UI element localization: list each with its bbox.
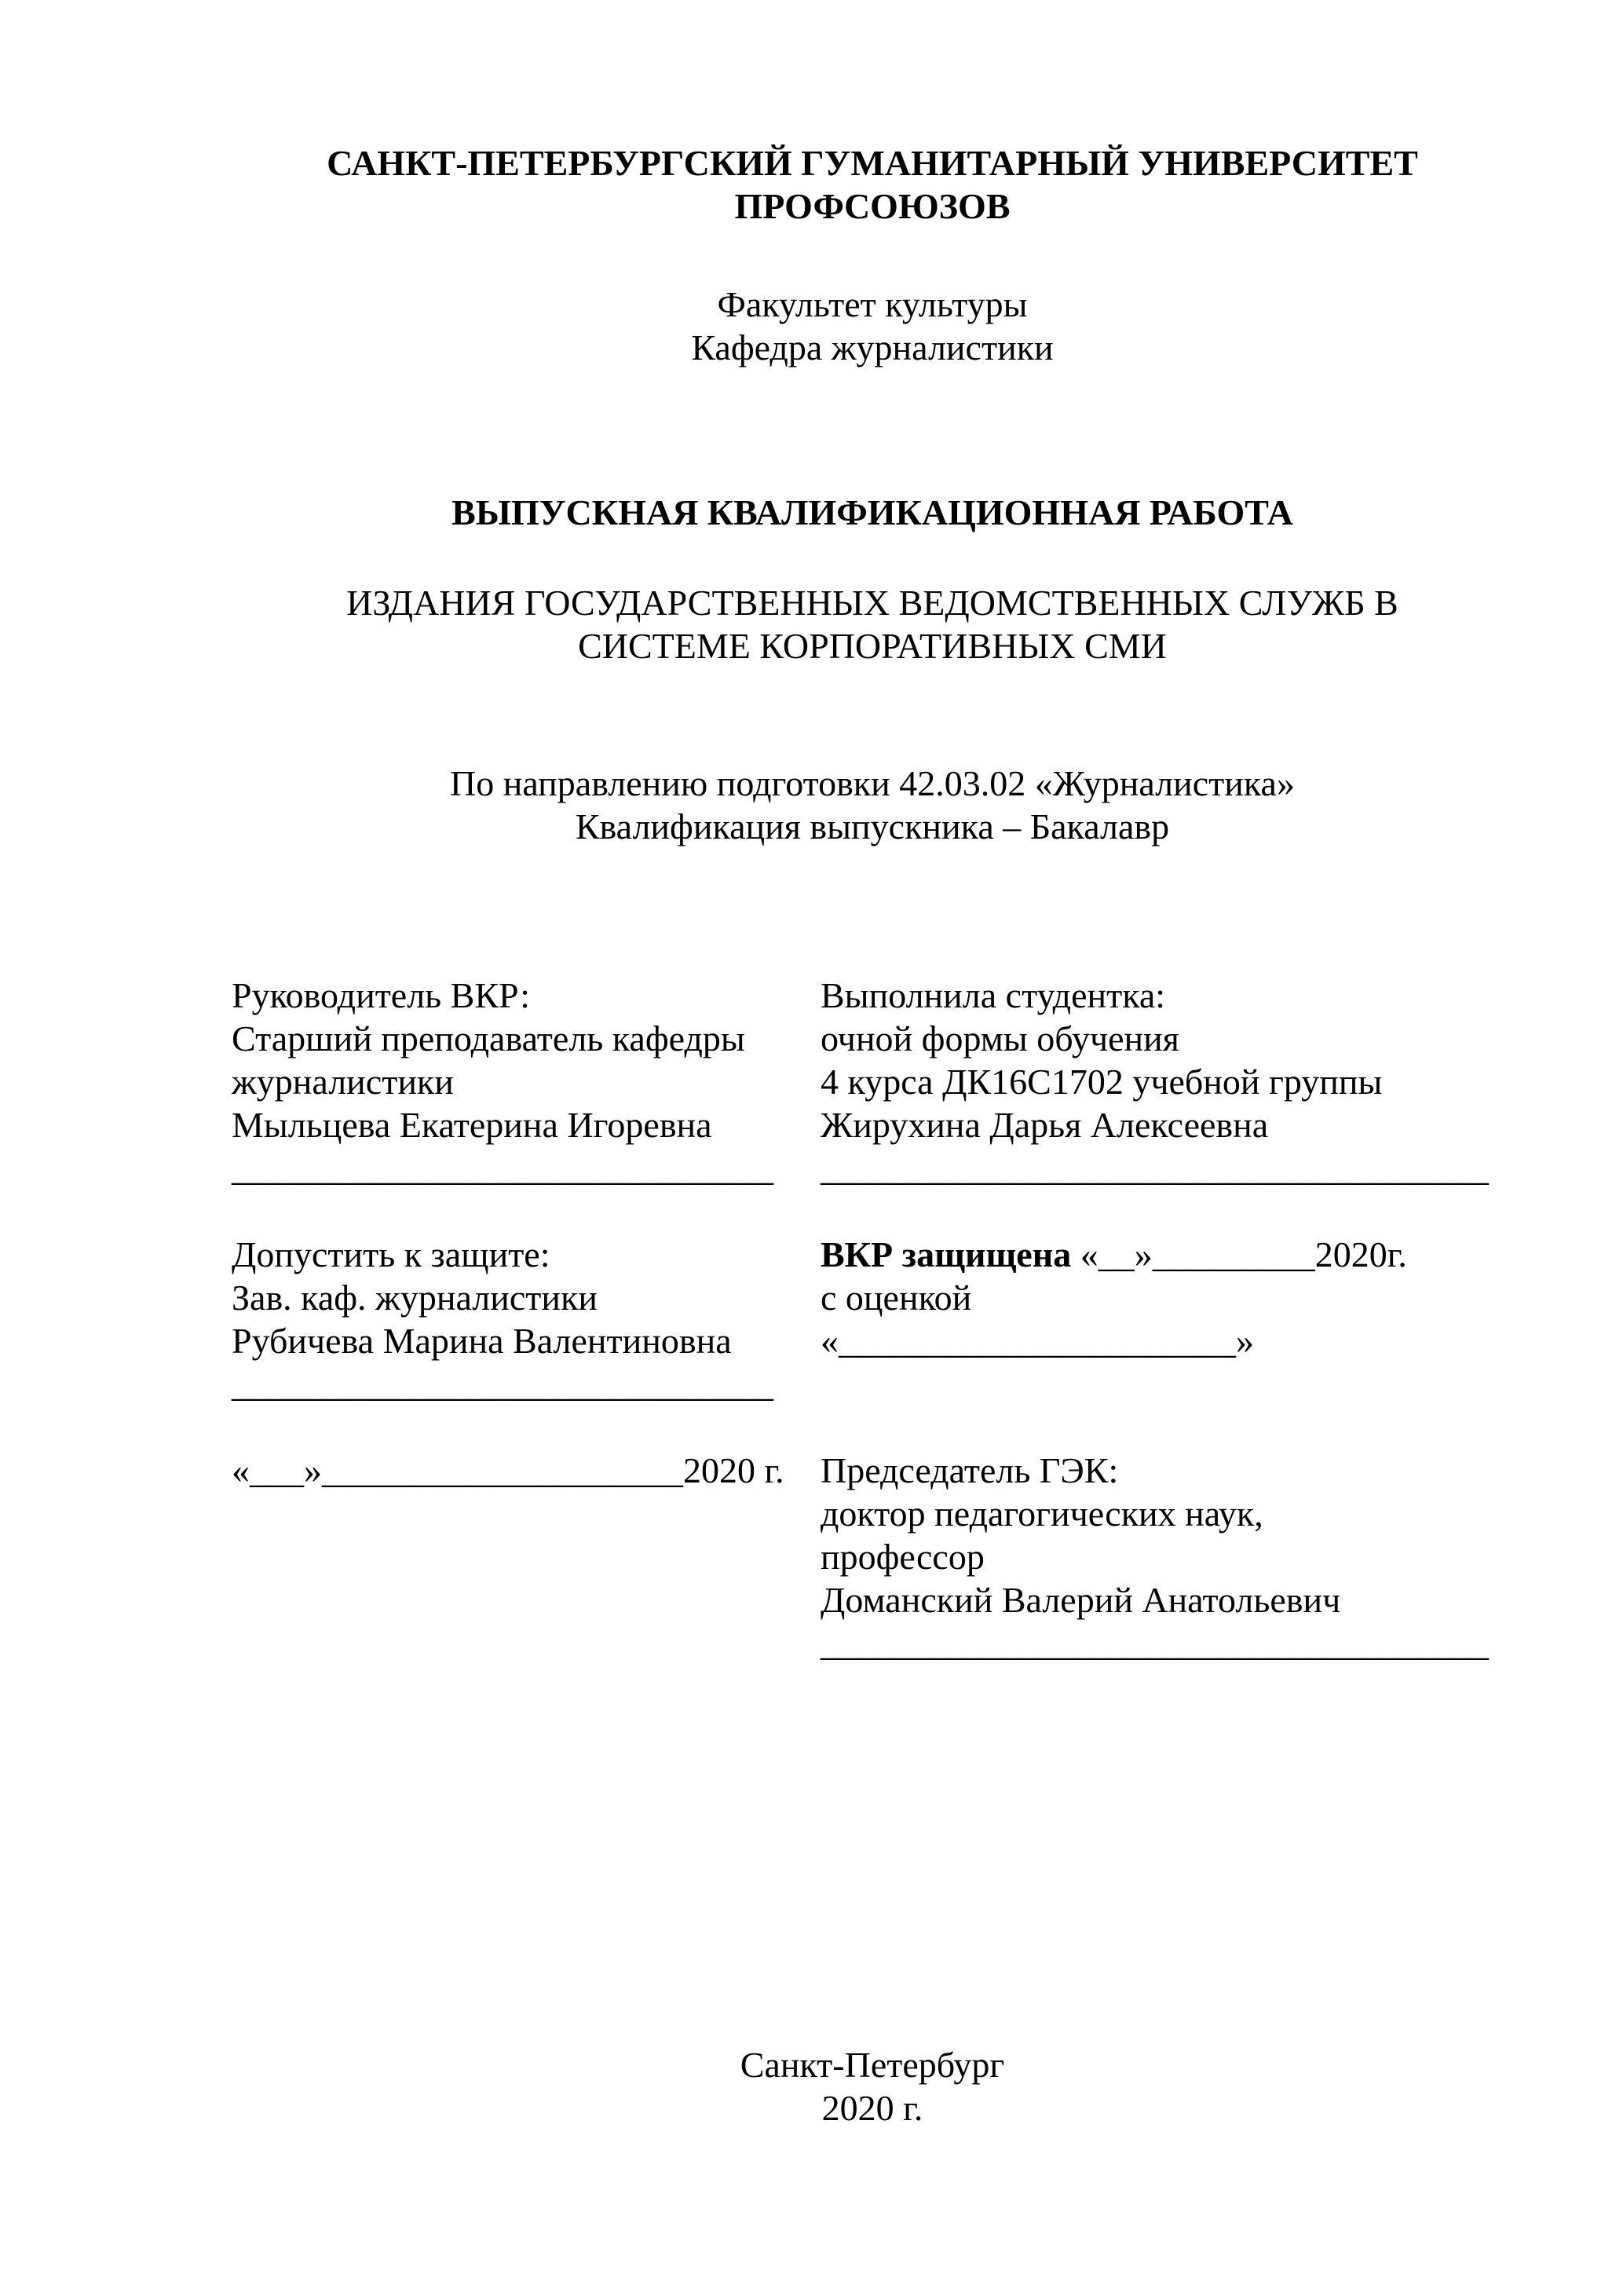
defense-status-bold: ВКР защищена [821, 1234, 1072, 1274]
qualification-line: Квалификация выпускника – Бакалавр [575, 806, 1170, 846]
student-info-line1: очной формы обучения [821, 1018, 1179, 1058]
chairman-name: Доманский Валерий Анатольевич [821, 1580, 1341, 1620]
work-type-heading: ВЫПУСКНАЯ КВАЛИФИКАЦИОННАЯ РАБОТА [451, 492, 1293, 532]
admission-heading: Допустить к защите: [232, 1234, 550, 1274]
faculty-block [232, 283, 1513, 369]
thesis-title-line2: СИСТЕМЕ КОРПОРАТИВНЫХ СМИ [578, 626, 1167, 666]
thesis-title-line1: ИЗДАНИЯ ГОСУДАРСТВЕННЫХ ВЕДОМСТВЕННЫХ СЛУЖБ В [346, 583, 1398, 623]
supervisor-block [232, 974, 821, 1190]
student-info-line2: 4 курса ДК16С1702 учебной группы [821, 1062, 1383, 1102]
supervisor-position-line1: Старший преподаватель кафедры [232, 1018, 745, 1058]
left-column [232, 974, 821, 1492]
student-name: Жирухина Дарья Алексеевна [821, 1105, 1269, 1145]
supervisor-position-line2: журналистики [232, 1062, 454, 1102]
chairman-heading: Председатель ГЭК: [821, 1450, 1119, 1490]
admission-signature-line: ______________________________ [232, 1364, 773, 1404]
department-name: Кафедра журналистики [691, 327, 1054, 367]
direction-line: По направлению подготовки 42.03.02 «Журналистика» [450, 763, 1295, 803]
chairman-position-line1: доктор педагогических наук, [821, 1493, 1263, 1534]
faculty-name: Факультет культуры [717, 284, 1028, 324]
chairman-block [821, 1449, 1513, 1665]
right-column [821, 974, 1513, 1665]
university-name-line2: ПРОФСОЮЗОВ [734, 186, 1011, 226]
supervisor-signature-line: ______________________________ [232, 1148, 773, 1188]
footer-block [232, 2043, 1513, 2130]
university-name-line1: САНКТ-ПЕТЕРБУРГСКИЙ ГУМАНИТАРНЫЙ УНИВЕРСИТЕТ [327, 143, 1418, 183]
defense-status-line [821, 1233, 1513, 1276]
chairman-position-line2: профессор [821, 1537, 985, 1577]
defense-block [821, 1233, 1513, 1362]
student-signature-line: _____________________________________ [821, 1148, 1489, 1188]
footer-city: Санкт-Петербург [740, 2045, 1005, 2085]
grade-line: «______________________» [821, 1321, 1254, 1361]
admission-position: Зав. каф. журналистики [232, 1278, 598, 1318]
chairman-signature-line: _____________________________________ [821, 1623, 1489, 1663]
footer-year: 2020 г. [821, 2088, 923, 2128]
supervisor-heading: Руководитель ВКР: [232, 975, 531, 1015]
student-block [821, 974, 1513, 1190]
grade-label: с оценкой [821, 1278, 972, 1318]
defense-status-rest: «__»_________2020г. [1071, 1234, 1407, 1274]
admission-block [232, 1233, 821, 1406]
direction-block [232, 762, 1513, 848]
student-heading: Выполнила студентка: [821, 975, 1166, 1015]
supervisor-name: Мыльцева Екатерина Игоревна [232, 1105, 712, 1145]
university-name [232, 141, 1513, 228]
signatures-section [232, 974, 1513, 1665]
admission-name: Рубичева Марина Валентиновна [232, 1321, 732, 1361]
admission-date-line: «___»____________________2020 г. [232, 1450, 784, 1490]
thesis-title [232, 581, 1513, 667]
